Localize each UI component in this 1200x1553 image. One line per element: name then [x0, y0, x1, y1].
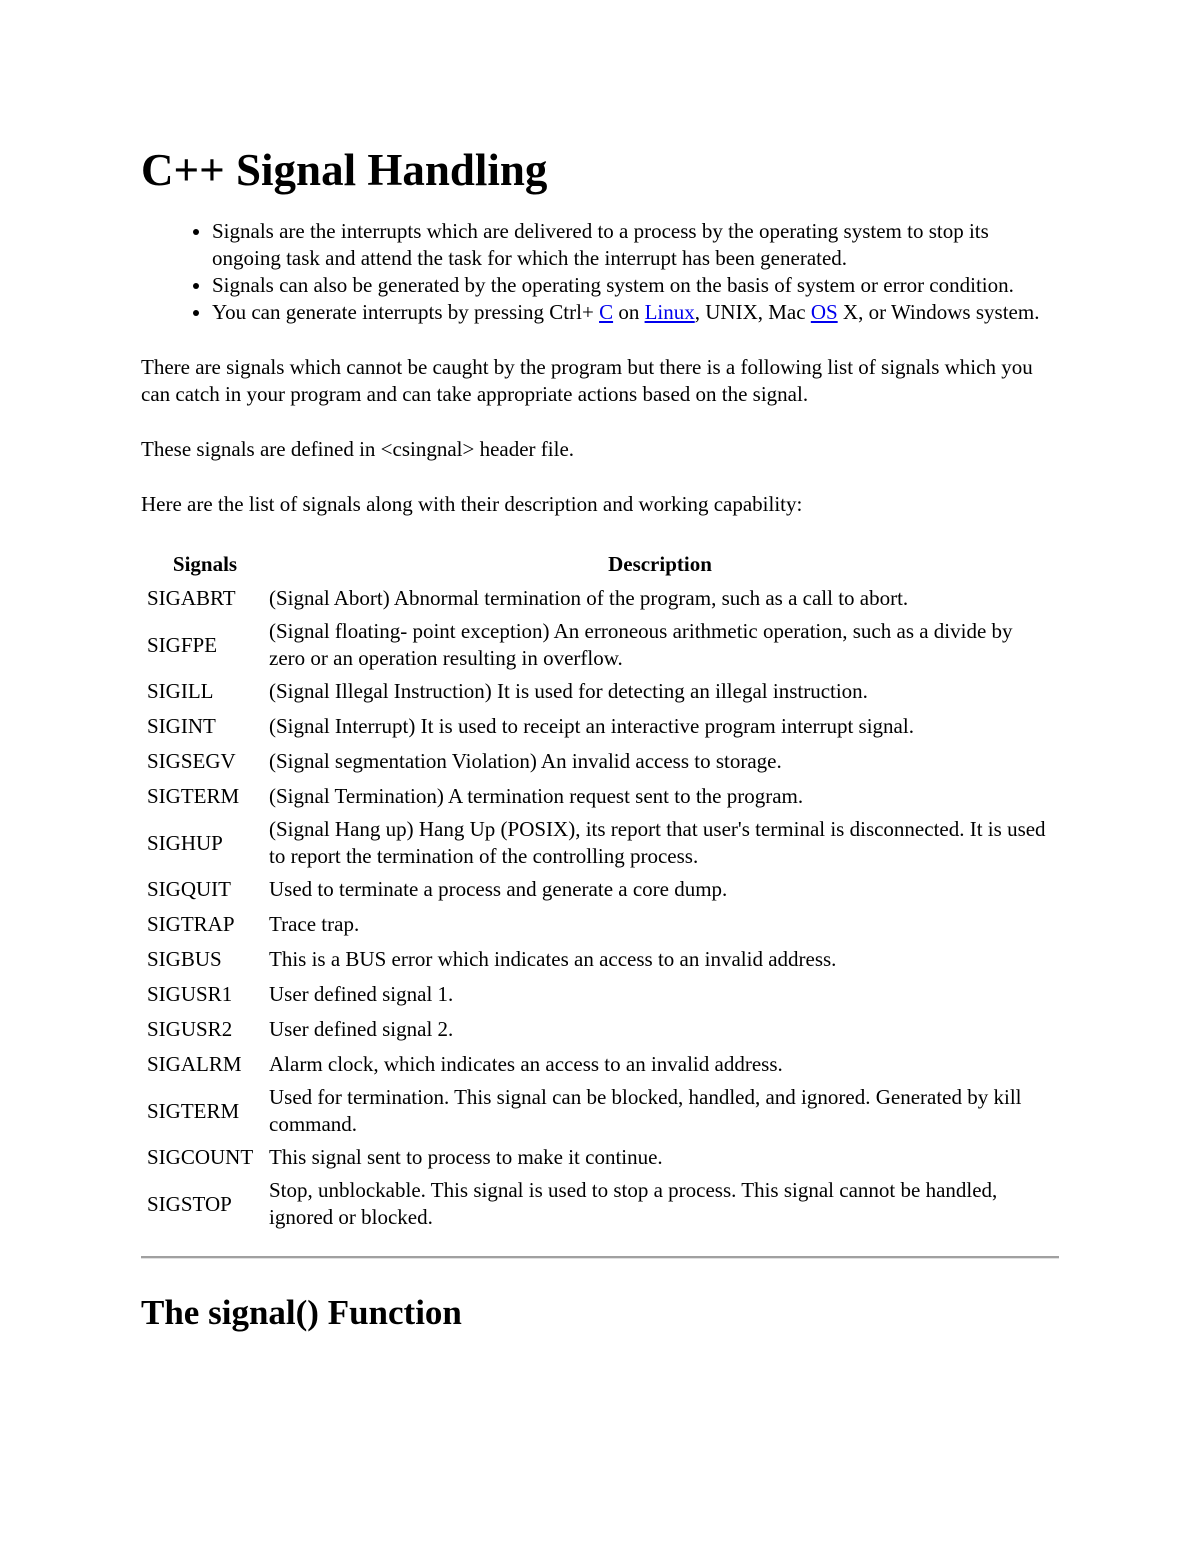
page-title: C++ Signal Handling	[141, 145, 548, 195]
paragraph-header-file: These signals are defined in <csingnal> header file.	[141, 437, 575, 461]
signal-description-cell: User defined signal 1.	[269, 982, 454, 1006]
signal-description-cell: (Signal Abort) Abnormal termination of the program, such as a call to abort.	[269, 586, 909, 610]
signal-description-cell: Used for termination. This signal can be blocked, handled, and ignored. Generated by kill command.	[269, 1085, 1022, 1136]
table-header-row	[145, 549, 1053, 580]
signal-name-cell: SIGHUP	[147, 830, 223, 855]
bullet-text-part: on	[613, 300, 645, 324]
table-row	[145, 1176, 1053, 1232]
column-header-description: Description	[608, 552, 712, 576]
signal-description-cell: Alarm clock, which indicates an access to an invalid address.	[269, 1052, 783, 1076]
signal-description-cell: Trace trap.	[269, 912, 360, 936]
bullet-item	[212, 299, 1059, 326]
signal-description-cell: (Signal Illegal Instruction) It is used for detecting an illegal instruction.	[269, 679, 868, 703]
table-row	[145, 1083, 1053, 1139]
table-row	[145, 1013, 1053, 1046]
signal-name-cell: SIGILL	[147, 679, 214, 703]
bullet-text-part: X, or Windows system.	[837, 300, 1040, 324]
table-row	[145, 873, 1053, 906]
signal-name-cell: SIGTERM	[147, 784, 240, 808]
table-row	[145, 710, 1053, 743]
signals-table	[143, 547, 1055, 1234]
signal-name-cell: SIGBUS	[147, 947, 222, 971]
signal-description-cell: This signal sent to process to make it continue.	[269, 1145, 663, 1169]
link-os[interactable]: OS	[810, 300, 838, 324]
paragraph-list-intro: Here are the list of signals along with their description and working capability:	[141, 492, 803, 516]
signal-description-cell: (Signal segmentation Violation) An invalid access to storage.	[269, 749, 782, 773]
signal-description-cell: (Signal Hang up) Hang Up (POSIX), its report that user's terminal is disconnected. It is used to report the termination of the controlling process.	[269, 817, 1046, 868]
bullet-text-part: You can generate interrupts by pressing Ctrl+	[212, 300, 600, 324]
table-row	[145, 780, 1053, 813]
table-row	[145, 815, 1053, 871]
section-divider	[141, 1256, 1059, 1259]
signal-description-cell: Stop, unblockable. This signal is used to stop a process. This signal cannot be handled, ignored or blocked.	[269, 1178, 998, 1229]
signal-name-cell: SIGTRAP	[147, 912, 235, 936]
table-row	[145, 675, 1053, 708]
document-page	[141, 138, 1059, 1335]
table-row	[145, 617, 1053, 673]
bullet-text: Signals can also be generated by the operating system on the basis of system or error condition.	[212, 273, 1014, 297]
signal-name-cell: SIGUSR1	[147, 982, 233, 1006]
table-row	[145, 1048, 1053, 1081]
table-row	[145, 943, 1053, 976]
signal-name-cell: SIGCOUNT	[147, 1145, 254, 1169]
table-row	[145, 978, 1053, 1011]
section-heading-signal-function: The signal() Function	[141, 1293, 462, 1332]
signal-name-cell: SIGALRM	[147, 1052, 242, 1076]
signal-description-cell: This is a BUS error which indicates an access to an invalid address.	[269, 947, 837, 971]
bullet-text: Signals are the interrupts which are delivered to a process by the operating system to stop its ongoing task and attend the task for which the interrupt has been generated.	[212, 219, 989, 270]
signal-description-cell: (Signal Termination) A termination request sent to the program.	[269, 784, 804, 808]
signal-description-cell: (Signal Interrupt) It is used to receipt an interactive program interrupt signal.	[269, 714, 914, 738]
bullet-item	[212, 272, 1059, 299]
signal-name-cell: SIGQUIT	[147, 877, 231, 901]
bullet-text-part: , UNIX, Mac	[694, 300, 811, 324]
table-row	[145, 1141, 1053, 1174]
paragraph-catchable-signals: There are signals which cannot be caught by the program but there is a following list of signals which you can catch in your program and can take appropriate actions based on the signal.	[141, 355, 1033, 406]
signal-name-cell: SIGSEGV	[147, 749, 236, 773]
signal-description-cell: Used to terminate a process and generate a core dump.	[269, 877, 728, 901]
link-c[interactable]: C	[599, 300, 614, 324]
column-header-signals: Signals	[172, 552, 238, 576]
signal-name-cell: SIGFPE	[147, 632, 218, 657]
table-row	[145, 745, 1053, 778]
bullet-item	[212, 218, 1059, 272]
signal-name-cell: SIGUSR2	[147, 1017, 233, 1041]
link-linux[interactable]: Linux	[644, 300, 695, 324]
table-row	[145, 582, 1053, 615]
signal-name-cell: SIGSTOP	[147, 1191, 232, 1216]
signal-name-cell: SIGINT	[147, 714, 216, 738]
signal-name-cell: SIGABRT	[147, 586, 236, 610]
signal-description-cell: User defined signal 2.	[269, 1017, 454, 1041]
signal-name-cell: SIGTERM	[147, 1098, 240, 1123]
intro-bullet-list	[141, 218, 1059, 326]
signal-description-cell: (Signal floating- point exception) An erroneous arithmetic operation, such as a divide by zero or an operation resulting in overflow.	[269, 619, 1013, 670]
table-row	[145, 908, 1053, 941]
